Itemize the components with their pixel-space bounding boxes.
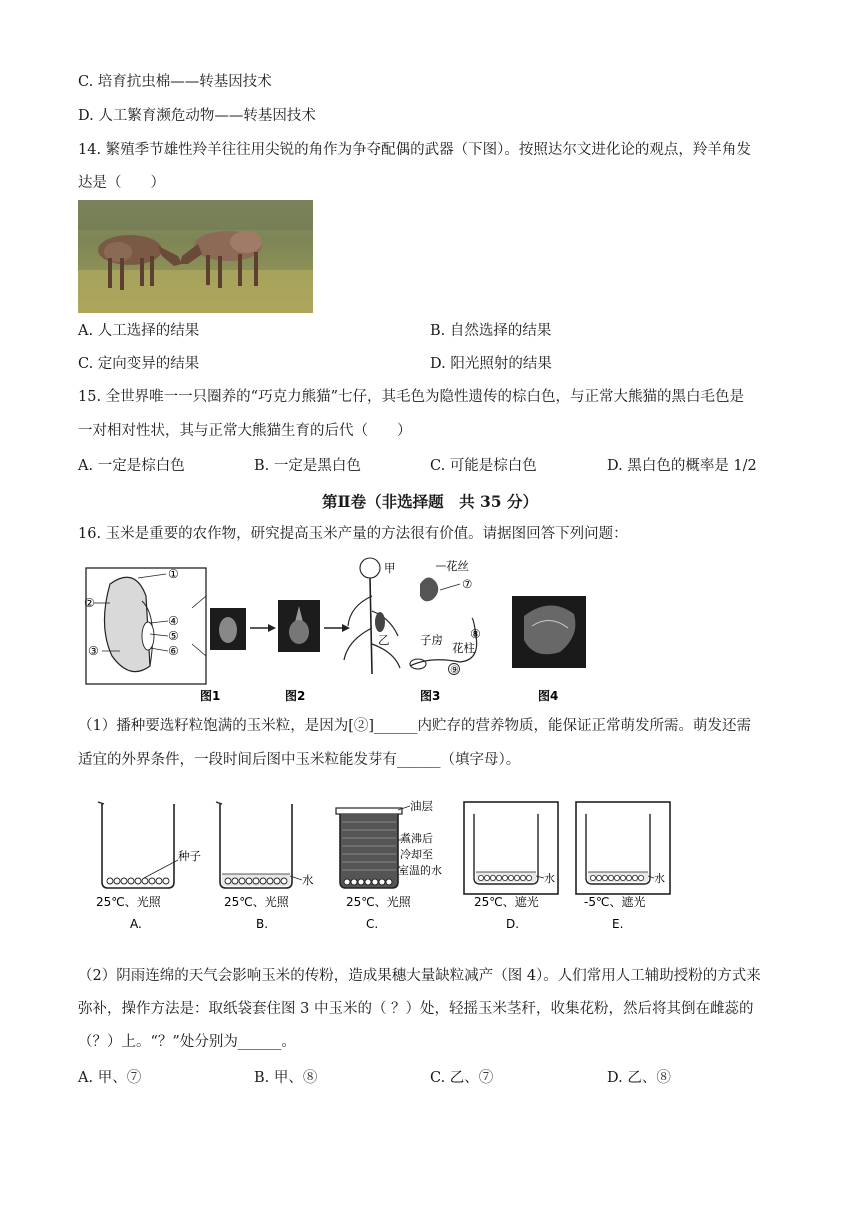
label-yi: 乙 — [378, 633, 390, 647]
q14-option-d: D. 阳光照射的结果 — [430, 356, 552, 372]
label-oil-layer: 油层 — [410, 799, 433, 813]
label-n4: ④ — [168, 614, 179, 628]
label-n5: ⑤ — [168, 629, 179, 643]
label-n6: ⑥ — [168, 644, 179, 658]
beaker-experiment — [92, 796, 672, 936]
label-n3: ③ — [88, 644, 99, 658]
cond-d: 25℃、遮光 — [474, 895, 539, 909]
label-water-d: 水 — [544, 872, 555, 885]
q16-part2-line1: （2）阴雨连绵的天气会影响玉米的传粉，造成果穗大量缺粒减产（图 4）。人们常用人工辅助授粉的方式来 — [78, 968, 761, 984]
label-n9: ⑨ — [450, 665, 459, 676]
cond-e: -5℃、遮光 — [584, 895, 646, 909]
label-water-b: 水 — [302, 873, 314, 887]
caption-fig3: 图3 — [420, 689, 441, 703]
letter-b: B. — [256, 917, 269, 931]
q14-stem-line2: 达是（ ） — [78, 175, 165, 191]
cond-b: 25℃、光照 — [224, 895, 289, 909]
q15-option-c: C. 可能是棕白色 — [430, 458, 537, 474]
label-boiled-3: 室温的水 — [398, 864, 442, 877]
q14-option-b: B. 自然选择的结果 — [430, 323, 552, 339]
cond-c: 25℃、光照 — [346, 895, 411, 909]
corn-figures — [80, 556, 600, 706]
label-huasi: 花丝 — [446, 559, 469, 573]
q16-part1-line1: （1）播种要选籽粒饱满的玉米粒，是因为[②]______内贮存的营养物质，能保证正常萌发所需。萌发还需 — [78, 718, 752, 734]
cond-a: 25℃、光照 — [96, 895, 161, 909]
q16-option-b: B. 甲、⑧ — [254, 1070, 318, 1086]
q16-part2-line3: （？）上。“？”处分别为______。 — [78, 1034, 296, 1050]
antelope-photo — [78, 200, 313, 313]
q14-option-a: A. 人工选择的结果 — [78, 323, 200, 339]
section-title: 第Ⅱ卷（非选择题 共 35 分） — [322, 492, 538, 511]
q16-stem: 16. 玉米是重要的农作物，研究提高玉米产量的方法很有价值。请据图回答下列问题： — [78, 526, 628, 542]
q14-option-c: C. 定向变异的结果 — [78, 356, 200, 372]
label-jia: 甲 — [384, 561, 396, 575]
q15-option-a: A. 一定是棕白色 — [78, 458, 185, 474]
label-n1: ① — [168, 567, 179, 581]
label-boiled-1: 煮沸后 — [400, 832, 433, 845]
q15-option-b: B. 一定是黑白色 — [254, 458, 361, 474]
caption-fig4: 图4 — [538, 689, 559, 703]
q16-option-a: A. 甲、⑦ — [78, 1070, 142, 1086]
q16-option-d: D. 乙、⑧ — [607, 1070, 671, 1086]
caption-fig1: 图1 — [200, 689, 221, 703]
q13-option-d: D. 人工繁育濒危动物——转基因技术 — [78, 108, 316, 124]
label-n7: ⑦ — [462, 577, 473, 591]
q15-option-d: D. 黑白色的概率是 1/2 — [607, 458, 757, 474]
label-boiled-2: 冷却至 — [400, 848, 433, 861]
q16-part2-line2: 弥补，操作方法是：取纸袋套住图 3 中玉米的（ ？）处，轻摇玉米茎秆，收集花粉，然后将其倒在雌蕊的 — [78, 1001, 754, 1017]
letter-a: A. — [130, 917, 142, 931]
caption-fig2: 图2 — [285, 689, 306, 703]
label-n2: ② — [84, 596, 95, 610]
label-zifang: 子房 — [420, 633, 443, 647]
q16-option-c: C. 乙、⑦ — [430, 1070, 494, 1086]
q13-option-c: C. 培育抗虫棉——转基因技术 — [78, 74, 272, 90]
label-n8: ⑧ — [470, 627, 481, 641]
label-water-e: 水 — [654, 872, 665, 885]
label-huazhu: 花柱 — [452, 641, 475, 655]
q15-stem-line2: 一对相对性状，其与正常大熊猫生育的后代（ ） — [78, 423, 412, 439]
letter-e: E. — [612, 917, 624, 931]
q16-part1-line2: 适宜的外界条件，一段时间后图中玉米粒能发芽有______（填字母）。 — [78, 752, 521, 768]
letter-c: C. — [366, 917, 379, 931]
label-seed: 种子 — [178, 849, 201, 863]
q15-stem-line1: 15. 全世界唯一一只圈养的“巧克力熊猫”七仔，其毛色为隐性遗传的棕白色，与正常大熊猫的黑白毛色是 — [78, 389, 744, 405]
q14-stem-line1: 14. 繁殖季节雄性羚羊往往用尖锐的角作为争夺配偶的武器（下图）。按照达尔文进化论的观点，羚羊角发 — [78, 142, 751, 158]
letter-d: D. — [506, 917, 520, 931]
